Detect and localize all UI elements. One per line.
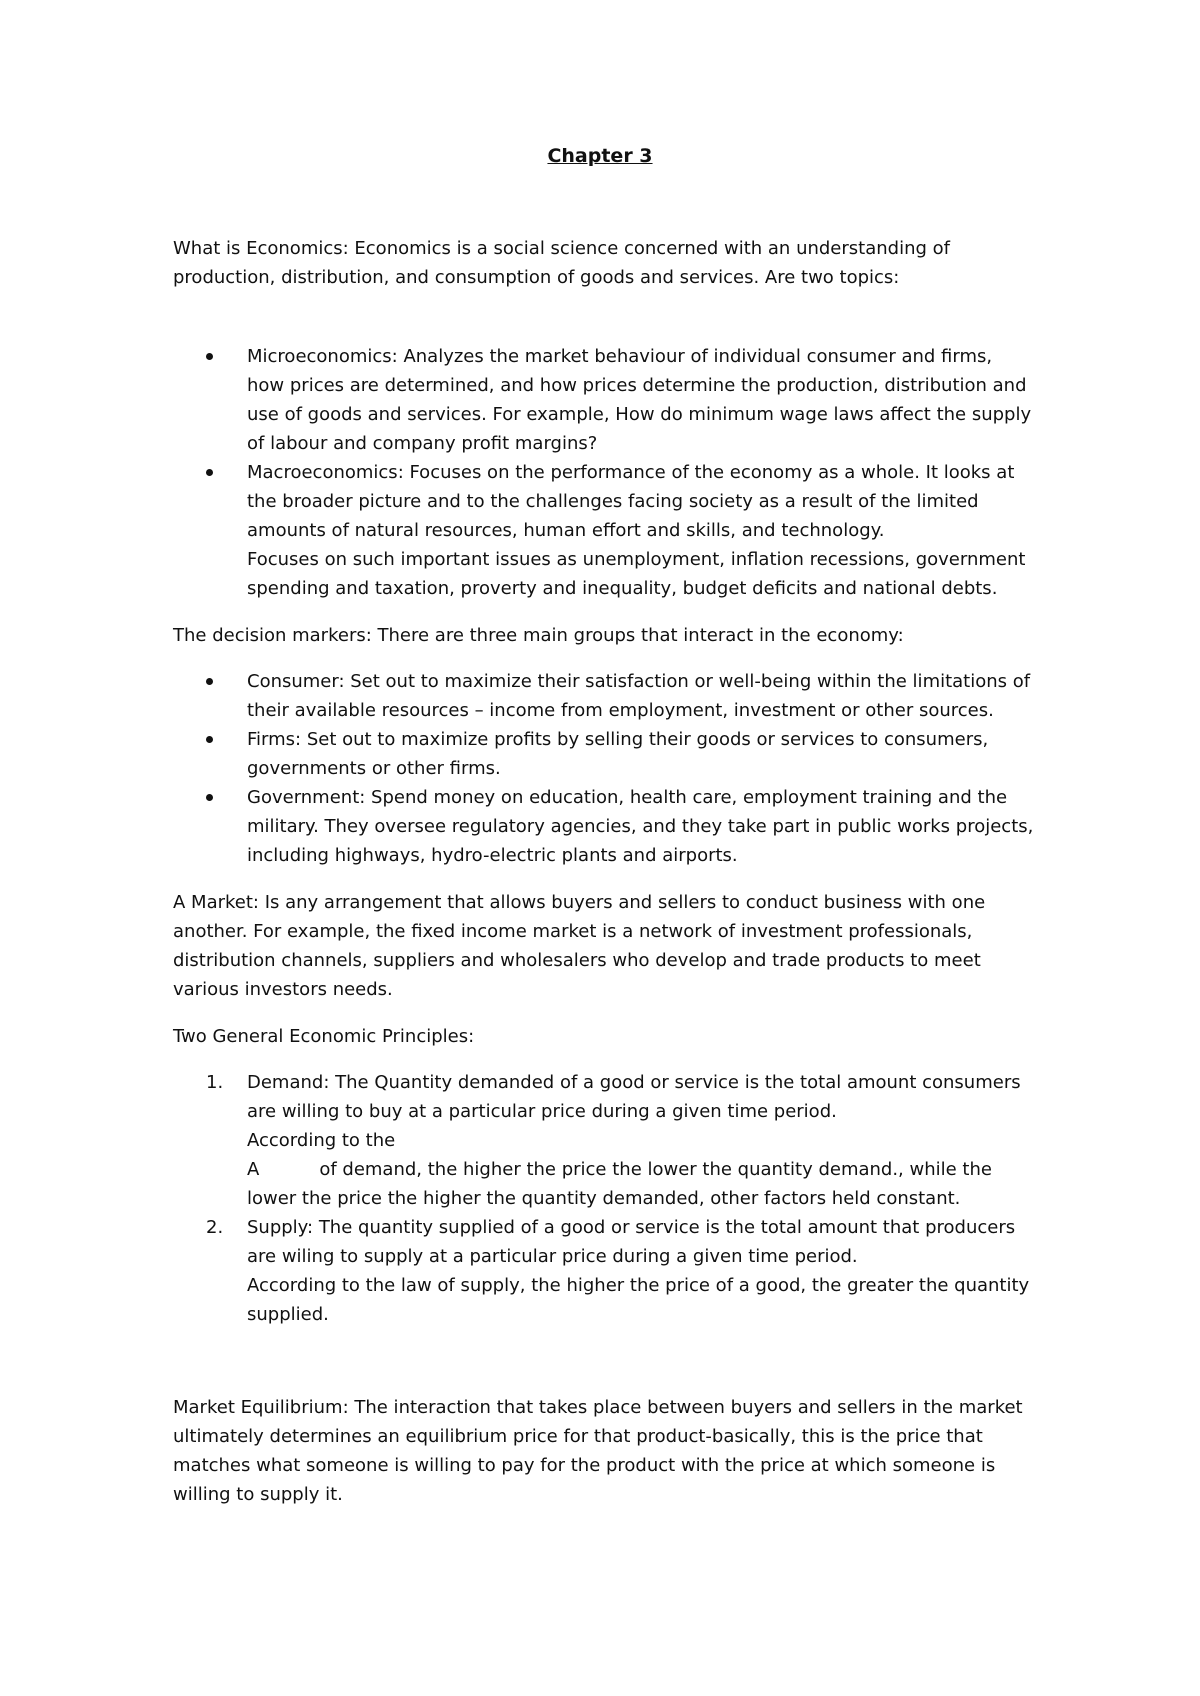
list-item-line: Firms: Set out to maximize profits by selling their goods or services to consumers, <box>247 729 989 750</box>
list-item-line: are wiling to supply at a particular price during a given time period. <box>247 1246 858 1267</box>
gap-left-text: A <box>247 1159 260 1180</box>
intro-paragraph <box>173 234 1053 292</box>
list-item-government <box>173 783 1053 870</box>
list-item-line: Consumer: Set out to maximize their satisfaction or well-being within the limitations of <box>247 671 1031 692</box>
list-item-consumer <box>173 667 1053 725</box>
paragraph-line: matches what someone is willing to pay for the product with the price at which someone is <box>173 1455 996 1476</box>
chapter-title: Chapter 3 <box>547 145 653 167</box>
list-item-supply <box>173 1213 1053 1329</box>
paragraph-line: another. For example, the fixed income market is a network of investment professionals, <box>173 921 973 942</box>
list-item-line: how prices are determined, and how prices determine the production, distribution and <box>247 375 1027 396</box>
list-item-line: lower the price the higher the quantity demanded, other factors held constant. <box>247 1188 961 1209</box>
principles-list <box>173 1068 1053 1329</box>
list-item-line: Government: Spend money on education, health care, employment training and the <box>247 787 1008 808</box>
paragraph-line: Market Equilibrium: The interaction that takes place between buyers and sellers in the market <box>173 1397 1023 1418</box>
topics-list <box>173 342 1053 603</box>
gap-right-text: of demand, the higher the price the lower the quantity demand., while the <box>319 1159 992 1180</box>
paragraph-line: willing to supply it. <box>173 1484 343 1505</box>
list-item-line: According to the <box>247 1130 396 1151</box>
decision-makers-heading <box>173 621 1053 650</box>
intro-line: What is Economics: Economics is a social science concerned with an understanding of <box>173 238 950 259</box>
bullet-icon <box>206 678 213 685</box>
list-item-line: Microeconomics: Analyzes the market behaviour of individual consumer and firms, <box>247 346 993 367</box>
list-item-demand <box>173 1068 1053 1213</box>
paragraph-line: Two General Economic Principles: <box>173 1026 475 1047</box>
list-item-line: supplied. <box>247 1304 329 1325</box>
list-number: 1. <box>206 1072 224 1093</box>
principles-heading <box>173 1022 1053 1051</box>
list-item-line: Focuses on such important issues as unemployment, inflation recessions, government <box>247 549 1026 570</box>
list-item-line: of labour and company profit margins? <box>247 433 598 454</box>
groups-list <box>173 667 1053 870</box>
equilibrium-paragraph <box>173 1393 1053 1509</box>
paragraph-line: distribution channels, suppliers and wholesalers who develop and trade products to meet <box>173 950 981 971</box>
bullet-icon <box>206 469 213 476</box>
list-item-line: their available resources – income from employment, investment or other sources. <box>247 700 994 721</box>
paragraph-line: A Market: Is any arrangement that allows buyers and sellers to conduct business with one <box>173 892 986 913</box>
list-item-line: Demand: The Quantity demanded of a good or service is the total amount consumers <box>247 1072 1021 1093</box>
list-item-line: Supply: The quantity supplied of a good or service is the total amount that producers <box>247 1217 1016 1238</box>
paragraph-line: various investors needs. <box>173 979 393 1000</box>
list-item-macroeconomics <box>173 458 1053 603</box>
list-item-line: military. They oversee regulatory agencies, and they take part in public works projects, <box>247 816 1034 837</box>
list-item-line: According to the law of supply, the higher the price of a good, the greater the quantity <box>247 1275 1030 1296</box>
market-paragraph <box>173 888 1053 1004</box>
list-number: 2. <box>206 1217 224 1238</box>
bullet-icon <box>206 794 213 801</box>
list-item-line-gap <box>247 1155 1053 1184</box>
bullet-icon <box>206 353 213 360</box>
list-item-line: including highways, hydro-electric plants and airports. <box>247 845 738 866</box>
list-item-line: amounts of natural resources, human effort and skills, and technology. <box>247 520 885 541</box>
paragraph-line: The decision markers: There are three main groups that interact in the economy: <box>173 625 904 646</box>
list-item-line: spending and taxation, proverty and inequality, budget deficits and national debts. <box>247 578 998 599</box>
list-item-line: Macroeconomics: Focuses on the performance of the economy as a whole. It looks at <box>247 462 1015 483</box>
intro-line: production, distribution, and consumption of goods and services. Are two topics: <box>173 267 900 288</box>
list-item-microeconomics <box>173 342 1053 458</box>
bullet-icon <box>206 736 213 743</box>
paragraph-line: ultimately determines an equilibrium price for that product-basically, this is the price that <box>173 1426 983 1447</box>
list-item-line: governments or other firms. <box>247 758 501 779</box>
list-item-line: the broader picture and to the challenges facing society as a result of the limited <box>247 491 979 512</box>
list-item-line: are willing to buy at a particular price during a given time period. <box>247 1101 837 1122</box>
list-item-line: use of goods and services. For example, How do minimum wage laws affect the supply <box>247 404 1032 425</box>
list-item-firms <box>173 725 1053 783</box>
